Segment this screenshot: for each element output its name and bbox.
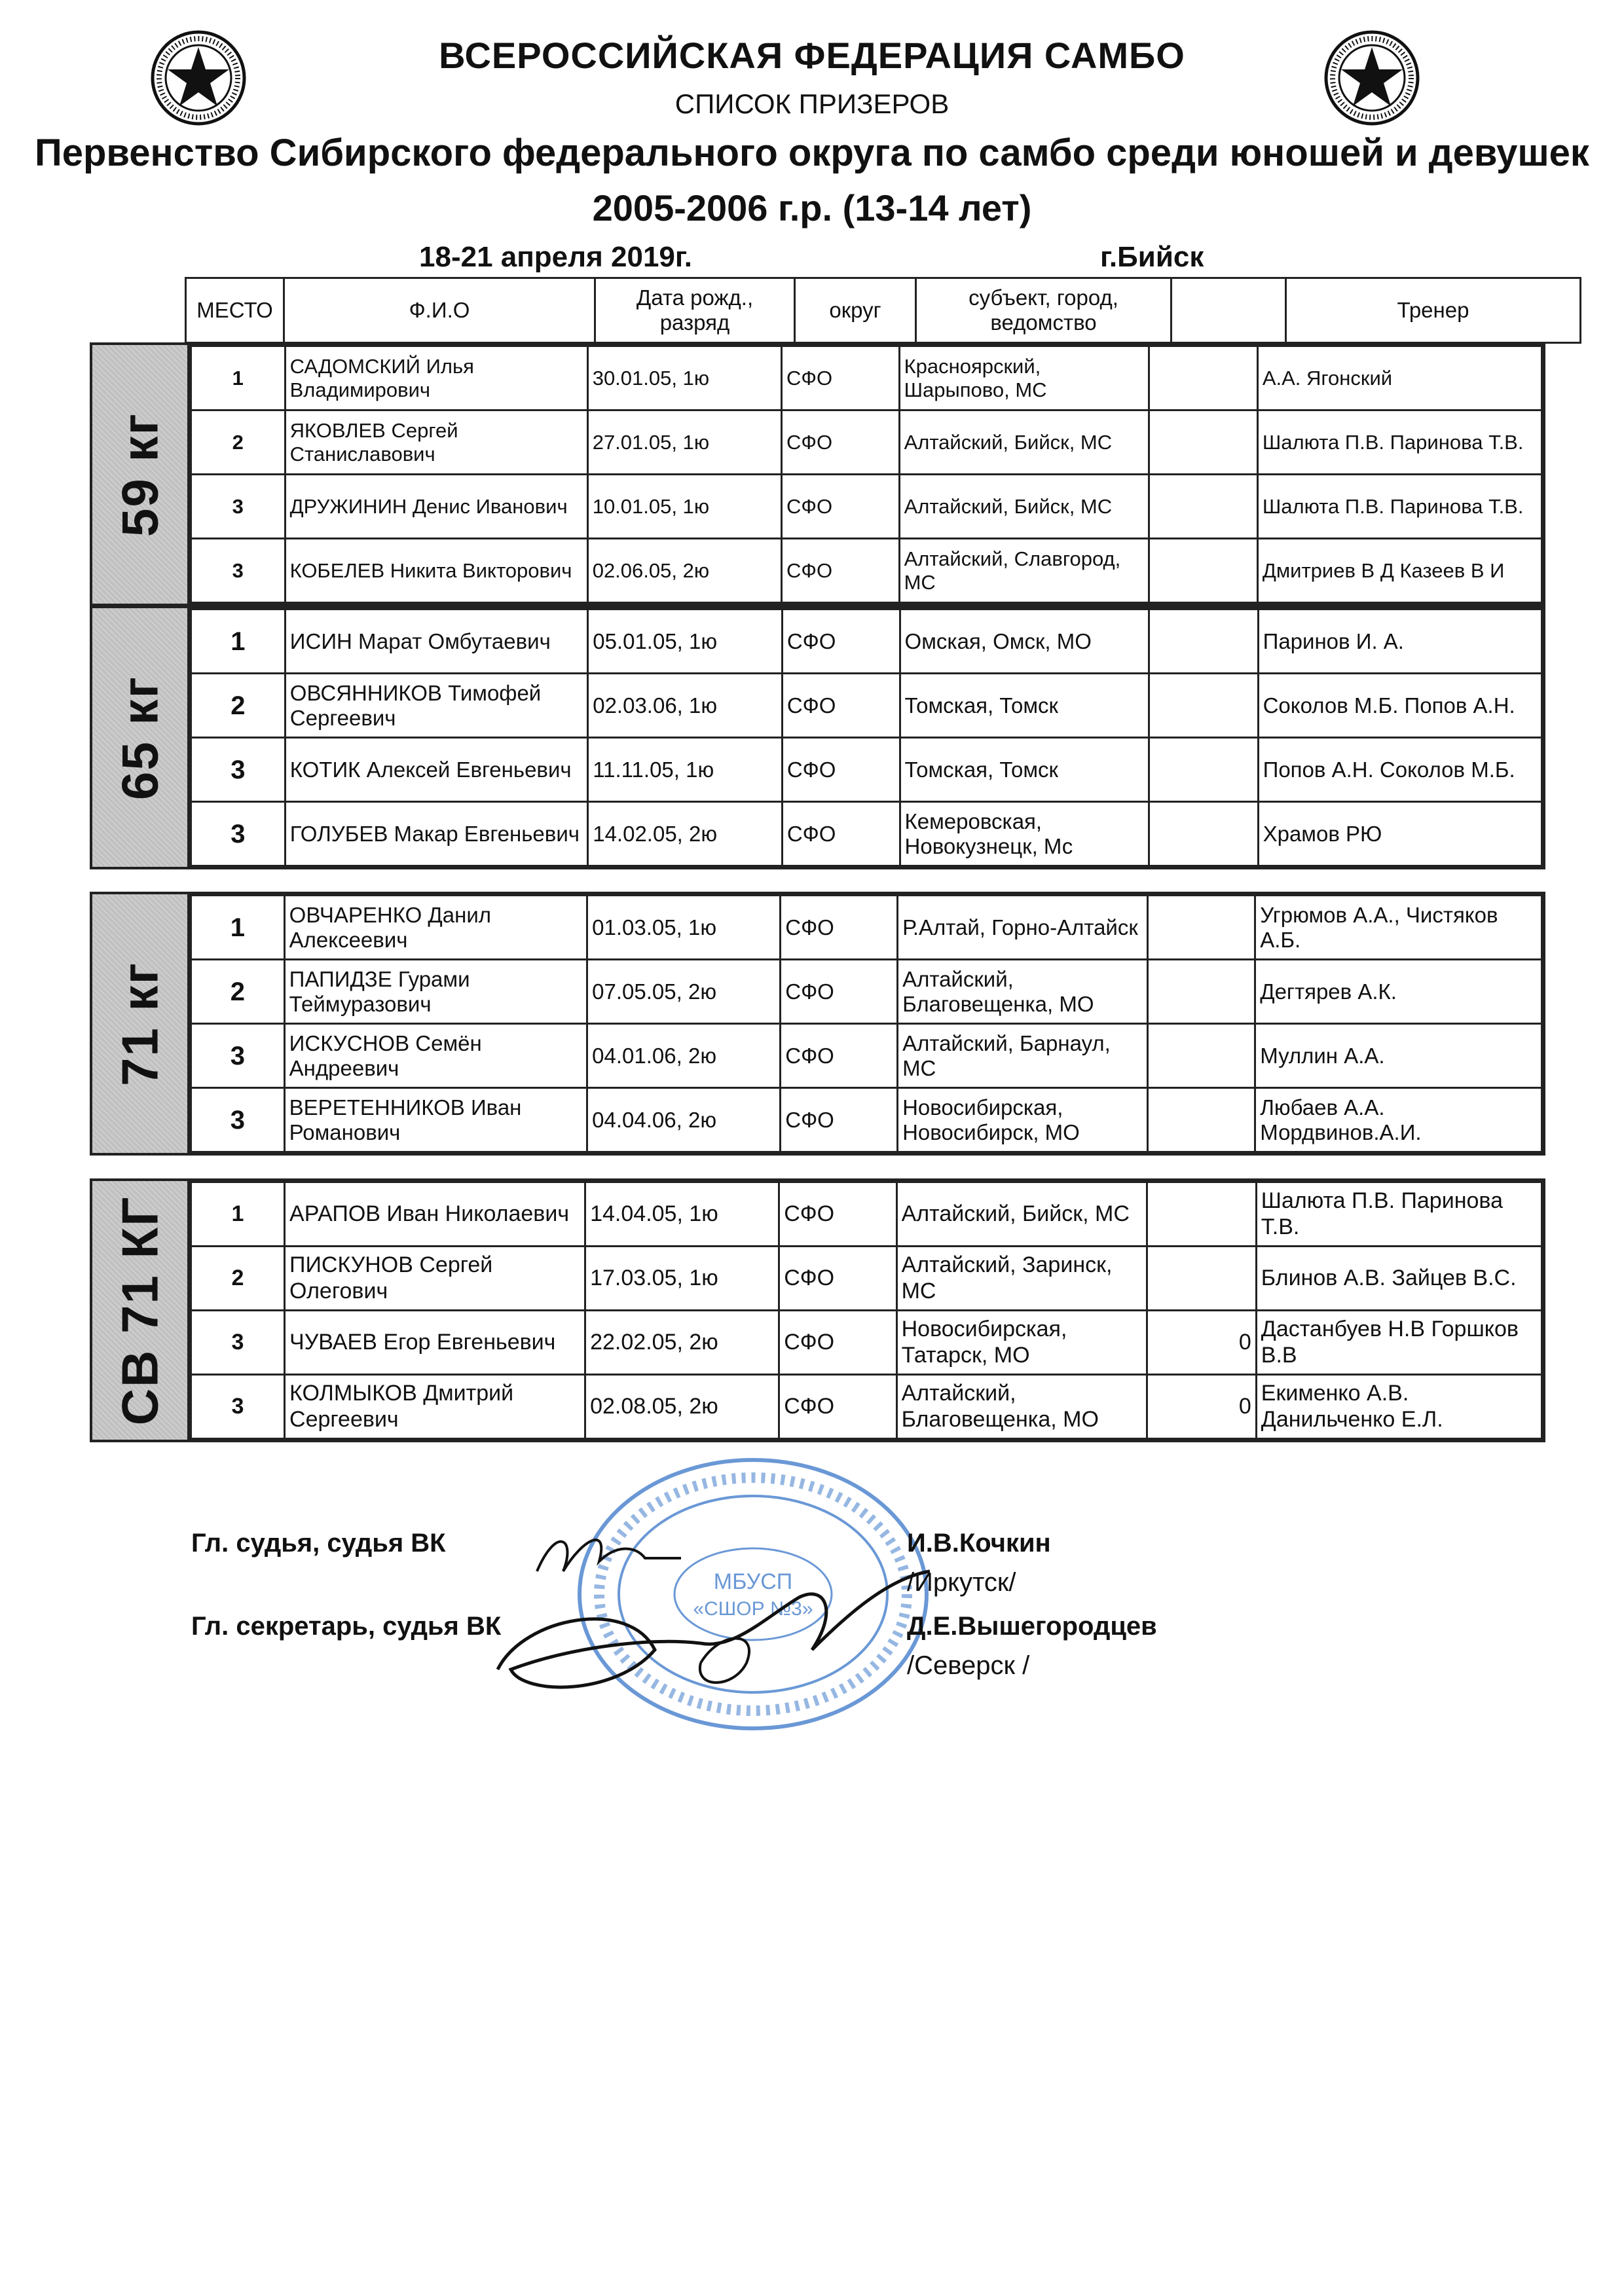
weight-label: СВ 71 КГ [92, 1181, 190, 1440]
chief-secretary-name: Д.Е.Вышегородцев [907, 1612, 1157, 1641]
col-extra [1172, 278, 1286, 343]
results-table [190, 1181, 1543, 1440]
federation-title: ВСЕРОССИЙСКАЯ ФЕДЕРАЦИЯ САМБО [439, 35, 1185, 76]
weight-block-71 [90, 892, 1545, 1156]
table-row: 1 ОВЧАРЕНКО Данил Алексеевич 01.03.05, 1ю СФО Р.Алтай, Горно-Алтайск Угрюмов А.А., Чистяков А.Б. [191, 896, 1542, 960]
results-table [190, 345, 1543, 604]
table-row: 1 ИСИН Марат Омбутаевич 05.01.05, 1ю СФО Омская, Омск, МО Паринов И. А. [191, 610, 1542, 674]
table-row: 1 САДОМСКИЙ Илья Владимирович 30.01.05, 1ю СФО Красноярский, Шарыпово, МС А.А. Ягонский [191, 346, 1542, 410]
table-row: 3 ВЕРЕТЕННИКОВ Иван Романович 04.04.06, 2ю СФО Новосибирская, Новосибирск, МО Любаев А.А. Мордвинов.А.И. [191, 1088, 1542, 1152]
weight-block-65 [90, 606, 1545, 869]
table-row: 2 ПИСКУНОВ Сергей Олегович 17.03.05, 1ю СФО Алтайский, Заринск, МС Блинов А.В. Зайцев В.С. [191, 1247, 1542, 1311]
col-coach: Тренер [1286, 278, 1581, 343]
col-birth: Дата рожд., разряд [595, 278, 795, 343]
table-row: 3 ИСКУСНОВ Семён Андреевич 04.01.06, 2ю СФО Алтайский, Барнаул, МС Муллин А.А. [191, 1024, 1542, 1088]
table-row: 3 КОТИК Алексей Евгеньевич 11.11.05, 1ю СФО Томская, Томск Попов А.Н. Соколов М.Б. [191, 738, 1542, 802]
chief-secretary-city: /Северск / [907, 1651, 1030, 1680]
weight-label: 65 кг [92, 608, 190, 867]
chief-judge-name: И.В.Кочкин [907, 1529, 1051, 1558]
weight-label: 71 кг [92, 894, 190, 1153]
svg-text:«СШОР №3»: «СШОР №3» [693, 1598, 813, 1620]
col-district: округ [795, 278, 916, 343]
col-name: Ф.И.О [284, 278, 595, 343]
handwritten-signatures [485, 1499, 956, 1715]
weight-label: 59 кг [92, 345, 190, 604]
list-title: СПИСОК ПРИЗЕРОВ [674, 88, 950, 119]
table-row: 1 АРАПОВ Иван Николаевич 14.04.05, 1ю СФО Алтайский, Бийск, МС Шалюта П.В. Паринова Т.В. [191, 1182, 1542, 1247]
table-row: 3 ЧУВАЕВ Егор Евгеньевич 22.02.05, 2ю СФО Новосибирская, Татарск, МО 0 Дастанбуев Н.В Горшков В.В [191, 1311, 1542, 1375]
col-region: субъект, город, ведомство [916, 278, 1172, 343]
table-row: 2 ОВСЯННИКОВ Тимофей Сергеевич 02.03.06, 1ю СФО Томская, Томск Соколов М.Б. Попов А.Н. [191, 674, 1542, 738]
weight-block-59 [90, 342, 1545, 606]
results-table [190, 894, 1543, 1153]
age-group: 2005-2006 г.р. (13-14 лет) [592, 187, 1032, 228]
weight-block-over-71 [90, 1178, 1545, 1442]
svg-text:МБУСП: МБУСП [713, 1569, 793, 1594]
table-row: 3 ГОЛУБЕВ Макар Евгеньевич 14.02.05, 2ю СФО Кемеровская, Новокузнецк, Мс Храмов РЮ [191, 802, 1542, 866]
table-header [185, 277, 1581, 344]
chief-secretary-label: Гл. секретарь, судья ВК [191, 1612, 502, 1641]
event-city: г.Бийск [1100, 241, 1204, 273]
event-title: Первенство Сибирского федерального округа по самбо среди юношей и девушек [35, 132, 1589, 174]
table-row: 3 КОЛМЫКОВ Дмитрий Сергеевич 02.08.05, 2ю СФО Алтайский, Благовещенка, МО 0 Екименко А.В. Данильченко Е.Л. [191, 1375, 1542, 1439]
table-row: 2 ПАПИДЗЕ Гурами Теймуразович 07.05.05, 2ю СФО Алтайский, Благовещенка, МО Дегтярев А.К. [191, 960, 1542, 1024]
table-row: 3 ДРУЖИНИН Денис Иванович 10.01.05, 1ю СФО Алтайский, Бийск, МС Шалюта П.В. Паринова Т.В. [191, 475, 1542, 539]
event-dates: 18-21 апреля 2019г. [419, 241, 693, 273]
table-row: 3 КОБЕЛЕВ Никита Викторович 02.06.05, 2ю СФО Алтайский, Славгород, МС Дмитриев В Д Казеев В И [191, 539, 1542, 603]
col-place: МЕСТО [186, 278, 284, 343]
chief-judge-label: Гл. судья, судья ВК [191, 1529, 446, 1558]
chief-judge-city: /Иркутск/ [907, 1568, 1016, 1597]
table-row: 2 ЯКОВЛЕВ Сергей Станиславович 27.01.05, 1ю СФО Алтайский, Бийск, МС Шалюта П.В. Паринова Т.В. [191, 410, 1542, 475]
results-table [190, 608, 1543, 867]
